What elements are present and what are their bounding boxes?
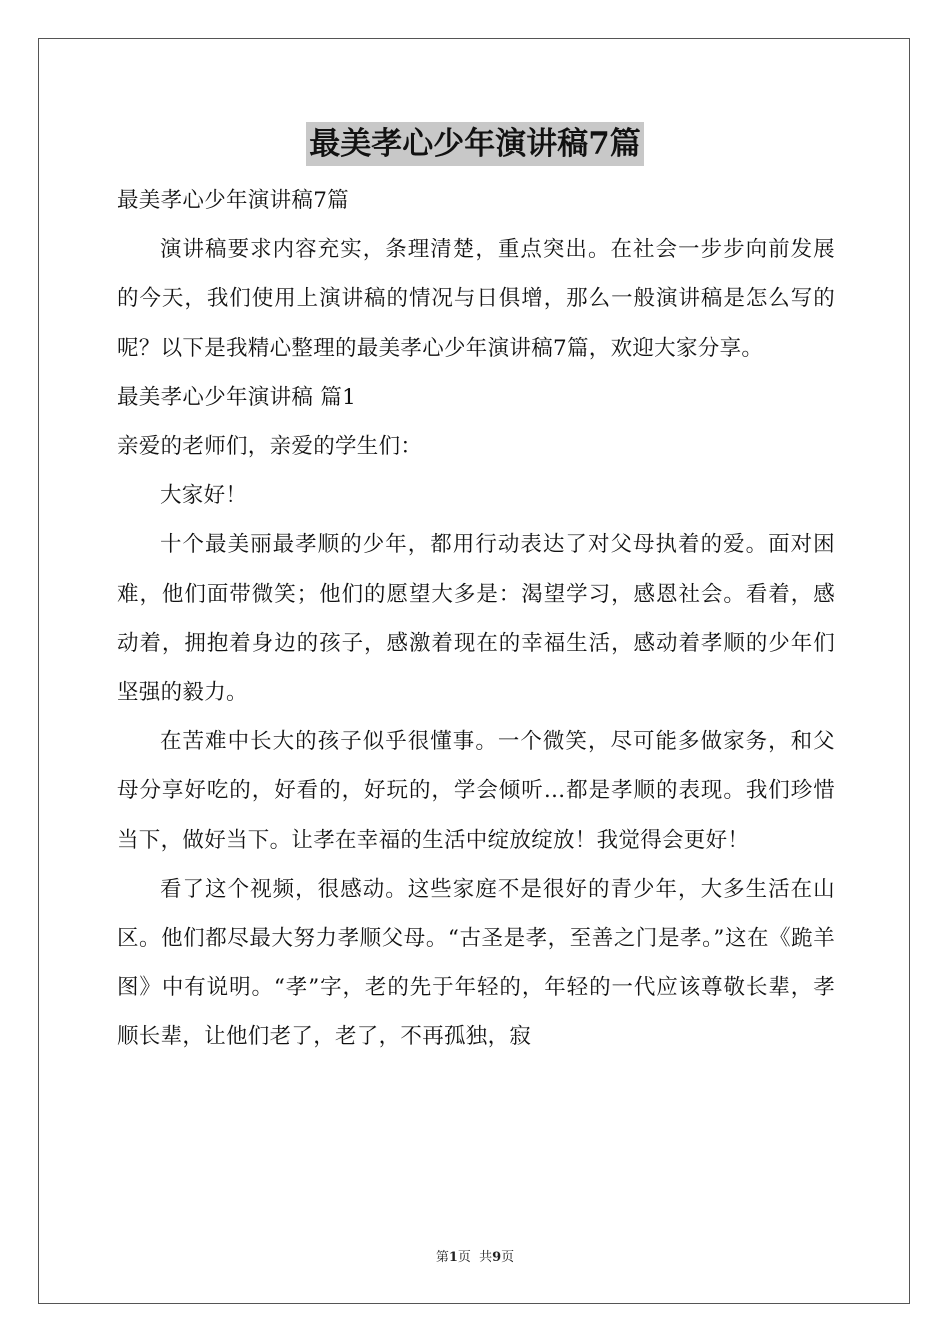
paragraph: 最美孝心少年演讲稿7篇: [117, 188, 349, 213]
paragraph: 在苦难中长大的孩子似乎很懂事。一个微笑，尽可能多做家务，和父母分享好吃的，好看的，好玩的，学会倾听…都是孝顺的表现。我们珍惜当下，做好当下。让孝在幸福的生活中绽放绽放！我觉得会更好！: [117, 729, 835, 853]
paragraph: 看了这个视频，很感动。这些家庭不是很好的青少年，大多生活在山区。他们都尽最大努力孝顺父母。“古圣是孝，至善之门是孝。”这在《跪羊图》中有说明。“孝”字，老的先于年轻的，年轻的一代应该尊敬长辈，孝顺长辈，让他们老了，老了，不再孤独，寂: [117, 876, 835, 1050]
document-title: 最美孝心少年演讲稿7篇: [306, 122, 644, 166]
total-pages-indicator: 共9页: [479, 1250, 515, 1265]
page-indicator: 第1页: [435, 1250, 471, 1265]
title-container: [0, 122, 950, 166]
paragraph: 十个最美丽最孝顺的少年，都用行动表达了对父母执着的爱。面对困难，他们面带微笑；他们的愿望大多是：渴望学习，感恩社会。看着，感动着，拥抱着身边的孩子，感激着现在的幸福生活，感动着孝顺的少年们坚强的毅力。: [117, 532, 835, 706]
section-heading: 最美孝心少年演讲稿 篇1: [117, 384, 357, 410]
document-body: [117, 176, 835, 1062]
page-footer: [0, 1246, 950, 1265]
paragraph: 演讲稿要求内容充实，条理清楚，重点突出。在社会一步步向前发展的今天，我们使用上演讲稿的情况与日俱增，那么一般演讲稿是怎么写的呢？以下是我精心整理的最美孝心少年演讲稿7篇，欢迎大家分享。: [117, 237, 835, 361]
greeting: 大家好！: [160, 483, 248, 509]
salutation: 亲爱的老师们，亲爱的学生们：: [117, 434, 423, 460]
